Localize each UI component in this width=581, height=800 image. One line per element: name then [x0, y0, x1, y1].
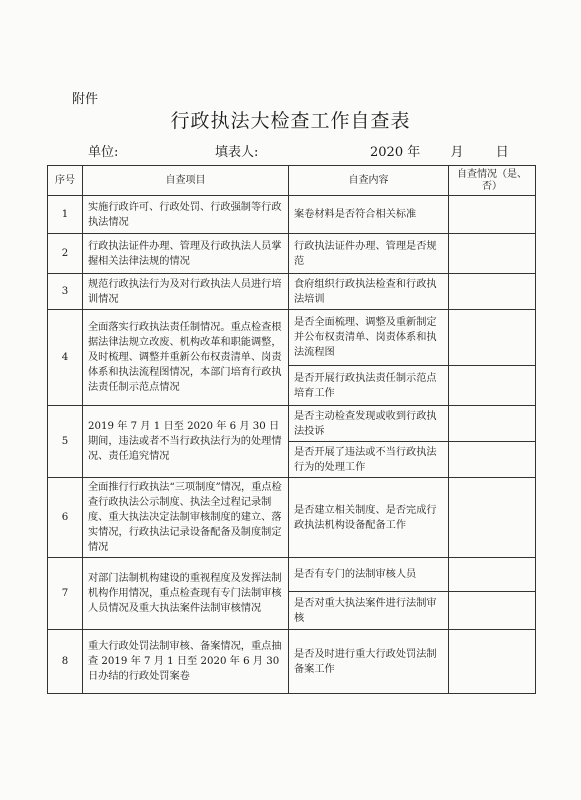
- row-seq: 1: [48, 196, 83, 234]
- filler-label: 填表人:: [215, 145, 259, 160]
- result-cell[interactable]: [449, 442, 536, 478]
- row-seq: 6: [48, 478, 83, 558]
- column-header-result: 自查情况（是、否）: [449, 166, 536, 196]
- row-content: 是否主动检查发现或收到行政执法投诉: [289, 406, 449, 442]
- date-line: [370, 141, 509, 160]
- row-content: 是否全面梳理、调整及重新制定并公布权责清单、岗责体系和执法流程图: [289, 310, 449, 366]
- result-cell[interactable]: [449, 406, 536, 442]
- table-row: [48, 196, 536, 234]
- row-content: 是否及时进行重大行政处罚法制备案工作: [289, 630, 449, 694]
- row-content: 是否建立相关制度、是否完成行政执法机构设备配备工作: [289, 478, 449, 558]
- table-row: [48, 558, 536, 592]
- row-item: 全面落实行政执法责任制情况。重点检查根据法律法规立改废、机构改革和职能调整，及时梳理、调整并重新公布权责清单、岗责体系和执法流程图情况，本部门培育行政执法责任制示范点情况: [83, 310, 289, 406]
- row-item: 重大行政处罚法制审核、备案情况，重点抽查 2019 年 7 月 1 日至 2020 年 6 月 30 日办结的行政处罚案卷: [83, 630, 289, 694]
- result-cell[interactable]: [449, 366, 536, 406]
- row-item: 规范行政执法行为及对行政执法人员进行培训情况: [83, 274, 289, 310]
- table-row: [48, 274, 536, 310]
- table-row: [48, 406, 536, 442]
- table-row: [48, 630, 536, 694]
- result-cell[interactable]: [449, 478, 536, 558]
- row-seq: 4: [48, 310, 83, 406]
- column-header-content: 自查内容: [289, 166, 449, 196]
- row-content: 是否开展了违法或不当行政执法行为的处理工作: [289, 442, 449, 478]
- row-seq: 2: [48, 234, 83, 274]
- month-label: 月: [450, 145, 464, 160]
- row-content: 是否开展行政执法责任制示范点培育工作: [289, 366, 449, 406]
- year-label: 2020 年: [370, 145, 421, 160]
- result-cell[interactable]: [449, 592, 536, 630]
- document-title: 行政执法大检查工作自查表: [170, 110, 411, 132]
- result-cell[interactable]: [449, 196, 536, 234]
- table-row: [48, 310, 536, 366]
- row-content: 是否有专门的法制审核人员: [289, 558, 449, 592]
- self-check-table: [47, 165, 536, 694]
- row-content: 案卷材料是否符合相关标准: [289, 196, 449, 234]
- row-item: 实施行政许可、行政处罚、行政强制等行政执法情况: [83, 196, 289, 234]
- result-cell[interactable]: [449, 630, 536, 694]
- result-cell[interactable]: [449, 558, 536, 592]
- row-seq: 7: [48, 558, 83, 630]
- row-item: 行政执法证件办理、管理及行政执法人员掌握相关法律法规的情况: [83, 234, 289, 274]
- column-header-seq: 序号: [48, 166, 83, 196]
- result-cell[interactable]: [449, 234, 536, 274]
- row-content: 食府组织行政执法检查和行政执法培训: [289, 274, 449, 310]
- row-seq: 3: [48, 274, 83, 310]
- row-item: 对部门法制机构建设的重视程度及发挥法制机构作用情况，重点检查现有专门法制审核人员情况及重大执法案件法制审核情况: [83, 558, 289, 630]
- table-header-row: [48, 166, 536, 196]
- row-content: 是否对重大执法案件进行法制审核: [289, 592, 449, 630]
- row-seq: 8: [48, 630, 83, 694]
- column-header-item: 自查项目: [83, 166, 289, 196]
- result-cell[interactable]: [449, 274, 536, 310]
- row-seq: 5: [48, 406, 83, 478]
- row-item: 2019 年 7 月 1 日至 2020 年 6 月 30 日期间，违法或者不当行政执法行为的处理情况、责任追究情况: [83, 406, 289, 478]
- result-cell[interactable]: [449, 310, 536, 366]
- table-row: [48, 234, 536, 274]
- row-item: 全面推行行政执法“三项制度”情况，重点检查行政执法公示制度、执法全过程记录制度、重大执法决定法制审核制度的建立、落实情况，行政执法记录设备配备及制度制定情况: [83, 478, 289, 558]
- attachment-label: 附件: [72, 92, 99, 107]
- day-label: 日: [495, 145, 509, 160]
- row-content: 行政执法证件办理、管理是否规范: [289, 234, 449, 274]
- unit-label: 单位:: [88, 145, 119, 160]
- table-row: [48, 478, 536, 558]
